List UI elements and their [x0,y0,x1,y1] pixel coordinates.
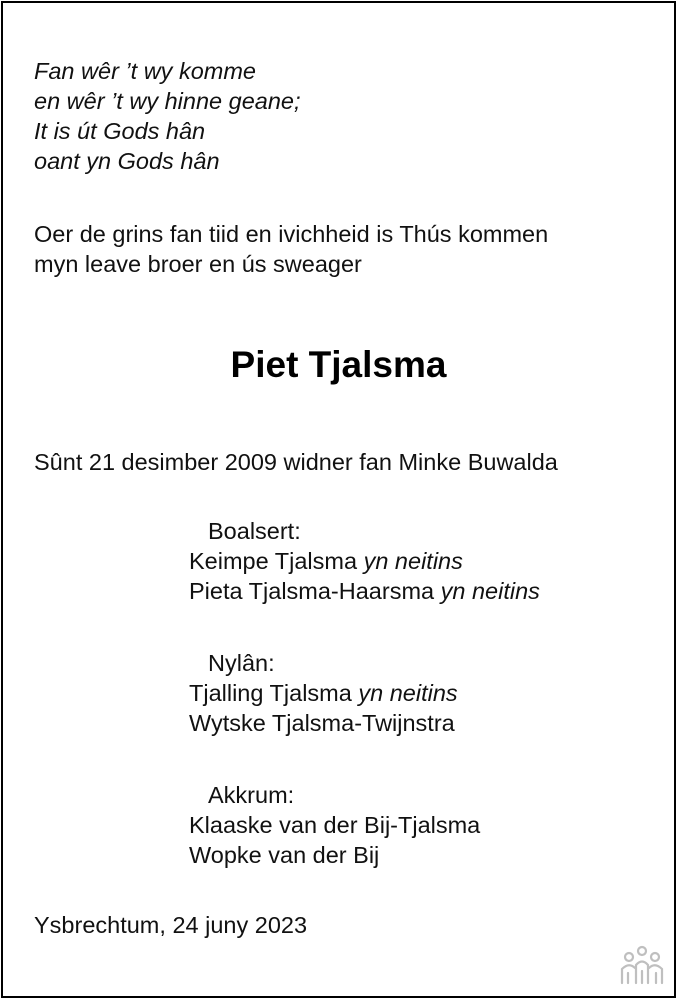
place-date-line: Ysbrechtum, 24 juny 2023 [34,912,308,938]
family-group-akkrum [189,780,480,870]
family-member [189,546,540,576]
intro-line: Oer de grins fan tiid en ivichheid is Thús kommen [34,221,549,247]
member-name: Wopke van der Bij [189,842,380,868]
family-member [189,810,480,840]
family-member [189,576,540,606]
member-suffix: yn neitins [363,548,463,574]
poem-line: oant yn Gods hân [34,148,220,174]
family-member [189,708,458,738]
family-member [189,840,480,870]
member-name: Wytske Tjalsma-Twijnstra [189,710,455,736]
people-group-icon [618,945,666,987]
poem [34,56,301,176]
family-group-boalsert [189,516,540,606]
family-place: Boalsert: [208,518,301,544]
member-suffix: yn neitins [358,680,458,706]
widow-line: Sûnt 21 desimber 2009 widner fan Minke Buwalda [34,449,558,475]
member-name: Pieta Tjalsma-Haarsma [189,578,435,604]
member-name: Tjalling Tjalsma [189,680,352,706]
intro-line: myn leave broer en ús sweager [34,251,362,277]
family-place: Akkrum: [208,782,295,808]
family-member [189,678,458,708]
family-place: Nylân: [208,650,275,676]
poem-line: It is út Gods hân [34,118,206,144]
member-suffix: yn neitins [440,578,540,604]
deceased-name: Piet Tjalsma [230,344,447,385]
announcement-intro [34,219,548,279]
member-name: Klaaske van der Bij-Tjalsma [189,812,481,838]
member-name: Keimpe Tjalsma [189,548,358,574]
poem-line: en wêr ’t wy hinne geane; [34,88,301,114]
family-group-nylan [189,648,458,738]
poem-line: Fan wêr ’t wy komme [34,58,256,84]
